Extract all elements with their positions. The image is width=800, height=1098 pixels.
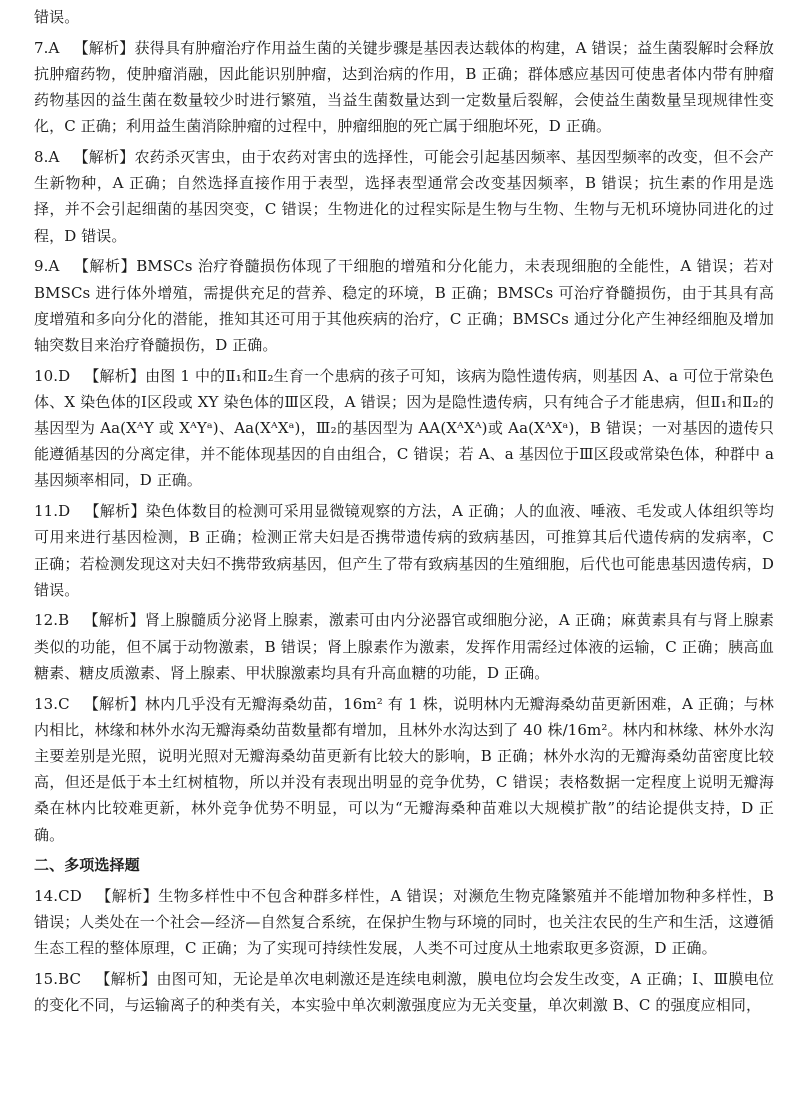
answer-item-12 [34,607,774,686]
answer-number: 14.CD [34,886,82,905]
answer-item-9 [34,253,774,358]
analysis-tag: 【解析】 [84,366,146,385]
answer-number: 15.BC [34,969,82,988]
answer-text: 农药杀灭害虫，由于农药对害虫的选择性，可能会引起基因频率、基因型频率的改变，但不会产生新物种，A 正确；自然选择直接作用于表型，选择表型通常会改变基因频率，B 错误；抗生素的作用是选择，并不会引起细菌的基因突变，C 错误；生物进化的过程实际是生物与生物、生物与无机环境协同进化的过程，D 错误。 [34,148,774,245]
answer-item-7 [34,35,774,140]
section-title: 二、多项选择题 [34,856,140,875]
analysis-tag: 【解析】 [83,611,145,630]
answer-text: 获得具有肿瘤治疗作用益生菌的关键步骤是基因表达载体的构建，A 错误；益生菌裂解时会释放抗肿瘤药物，使肿瘤消融，因此能识别肿瘤，达到治病的作用，B 正确；群体感应基因可使患者体内带有肿瘤药物基因的益生菌在数量较少时进行繁殖，当益生菌数量达到一定数量后裂解，会使益生菌数量呈现规律性变化，C 正确；利用益生菌消除肿瘤的过程中，肿瘤细胞的死亡属于细胞坏死，D 正确。 [34,38,775,136]
answer-text: 肾上腺髓质分泌肾上腺素，激素可由内分泌器官或细胞分泌，A 正确；麻黄素具有与肾上腺素类似的功能，但不属于动物激素，B 错误；肾上腺素作为激素，发挥作用需经过体液的运输，C 正确；胰高血糖素、糖皮质激素、肾上腺素、甲状腺激素均具有升高血糖的功能，D 正确。 [34,611,774,682]
lead-text: 错误。 [34,8,80,26]
analysis-tag: 【解析】 [95,969,157,988]
answer-number: 13.C [34,694,70,713]
answer-number: 11.D [34,502,71,521]
answer-item-14 [34,883,774,962]
answer-item-11 [34,498,774,603]
analysis-tag: 【解析】 [73,257,137,276]
answer-text: 由图 1 中的Ⅱ₁和Ⅱ₂生育一个患病的孩子可知，该病为隐性遗传病，则基因 A、a 可位于常染色体、X 染色体的Ⅰ区段或 XY 染色体的Ⅲ区段，A 错误；因为是隐性遗传病，只有纯合子才能患病，但Ⅱ₁和Ⅱ₂的基因型为 Aa(XᴬY 或 XᴬYᵃ)、Aa(XᴬXᵃ)，Ⅲ₂的基因型为 AA(XᴬXᴬ)或 Aa(XᴬXᵃ)，B 错误；一对基因的遗传只能遵循基因的分离定律，并不能体现基因的自由组合，C 错误；若 A、a 基因位于Ⅲ区段或常染色体，种群中 a 基因频率相同，D 正确。 [34,366,775,490]
answer-item-15 [34,966,774,1018]
analysis-tag: 【解析】 [83,694,145,713]
answer-text: 林内几乎没有无瓣海桑幼苗，16m² 有 1 株，说明林内无瓣海桑幼苗更新困难，A 正确；与林内相比，林缘和林外水沟无瓣海桑幼苗数量都有增加，且林外水沟达到了 40 株/16m²。林内和林缘、林外水沟主要差别是光照，说明光照对无瓣海桑幼苗更新有比较大的影响，B 正确；林外水沟的无瓣海桑幼苗密度比较高，但还是低于本土红树植物，所以并没有表现出明显的竞争优势，C 错误；表格数据一定程度上说明无瓣海桑在林内比较难更新，林外竞争优势不明显，可以为“无瓣海桑种苗难以大规模扩散”的结论提供支持，D 正确。 [34,694,774,844]
answer-number: 10.D [34,366,71,385]
analysis-tag: 【解析】 [73,38,135,57]
answer-number: 12.B [34,611,70,630]
answer-number: 8.A [34,148,60,167]
answer-text: 生物多样性中不包含种群多样性，A 错误；对濒危生物克隆繁殖并不能增加物种多样性，B 错误；人类处在一个社会—经济—自然复合系统，在保护生物与环境的同时，也关注农民的生产和生活，这遵循生态工程的整体原理，C 正确；为了实现可持续性发展，人类不可过度从土地索取更多资源，D 正确。 [34,886,774,957]
answer-item-13 [34,691,774,848]
analysis-tag: 【解析】 [73,148,135,167]
answer-text: 由图可知，无论是单次电刺激还是连续电刺激，膜电位均会发生改变，A 正确；Ⅰ、Ⅲ膜电位的变化不同，与运输离子的种类有关，本实验中单次刺激强度应为无关变量，单次刺激 B、C 的强度应相同， [34,969,774,1014]
answer-page [34,4,774,1023]
answer-item-10 [34,363,774,494]
answer-item-8 [34,144,774,249]
analysis-tag: 【解析】 [84,502,146,521]
answer-text: BMSCs 治疗脊髓损伤体现了干细胞的增殖和分化能力，未表现细胞的全能性，A 错误；若对 BMSCs 进行体外增殖，需提供充足的营养、稳定的环境，B 正确；BMSCs 可治疗脊髓损伤，由于其具有高度增殖和多向分化的潜能，推知其还可用于其他疾病的治疗，C 正确；BMSCs 通过分化产生神经细胞及增加轴突数目来治疗脊髓损伤，D 正确。 [34,257,774,354]
answer-number: 7.A [34,38,60,57]
answer-number: 9.A [34,257,60,276]
answer-text: 染色体数目的检测可采用显微镜观察的方法，A 正确；人的血液、唾液、毛发或人体组织等均可用来进行基因检测，B 正确；检测正常夫妇是否携带遗传病的致病基因，可推算其后代遗传病的发病率，C 正确；若检测发现这对夫妇不携带致病基因，但产生了带有致病基因的生殖细胞，后代也可能患基因遗传病，D 错误。 [34,502,775,599]
analysis-tag: 【解析】 [95,886,159,905]
